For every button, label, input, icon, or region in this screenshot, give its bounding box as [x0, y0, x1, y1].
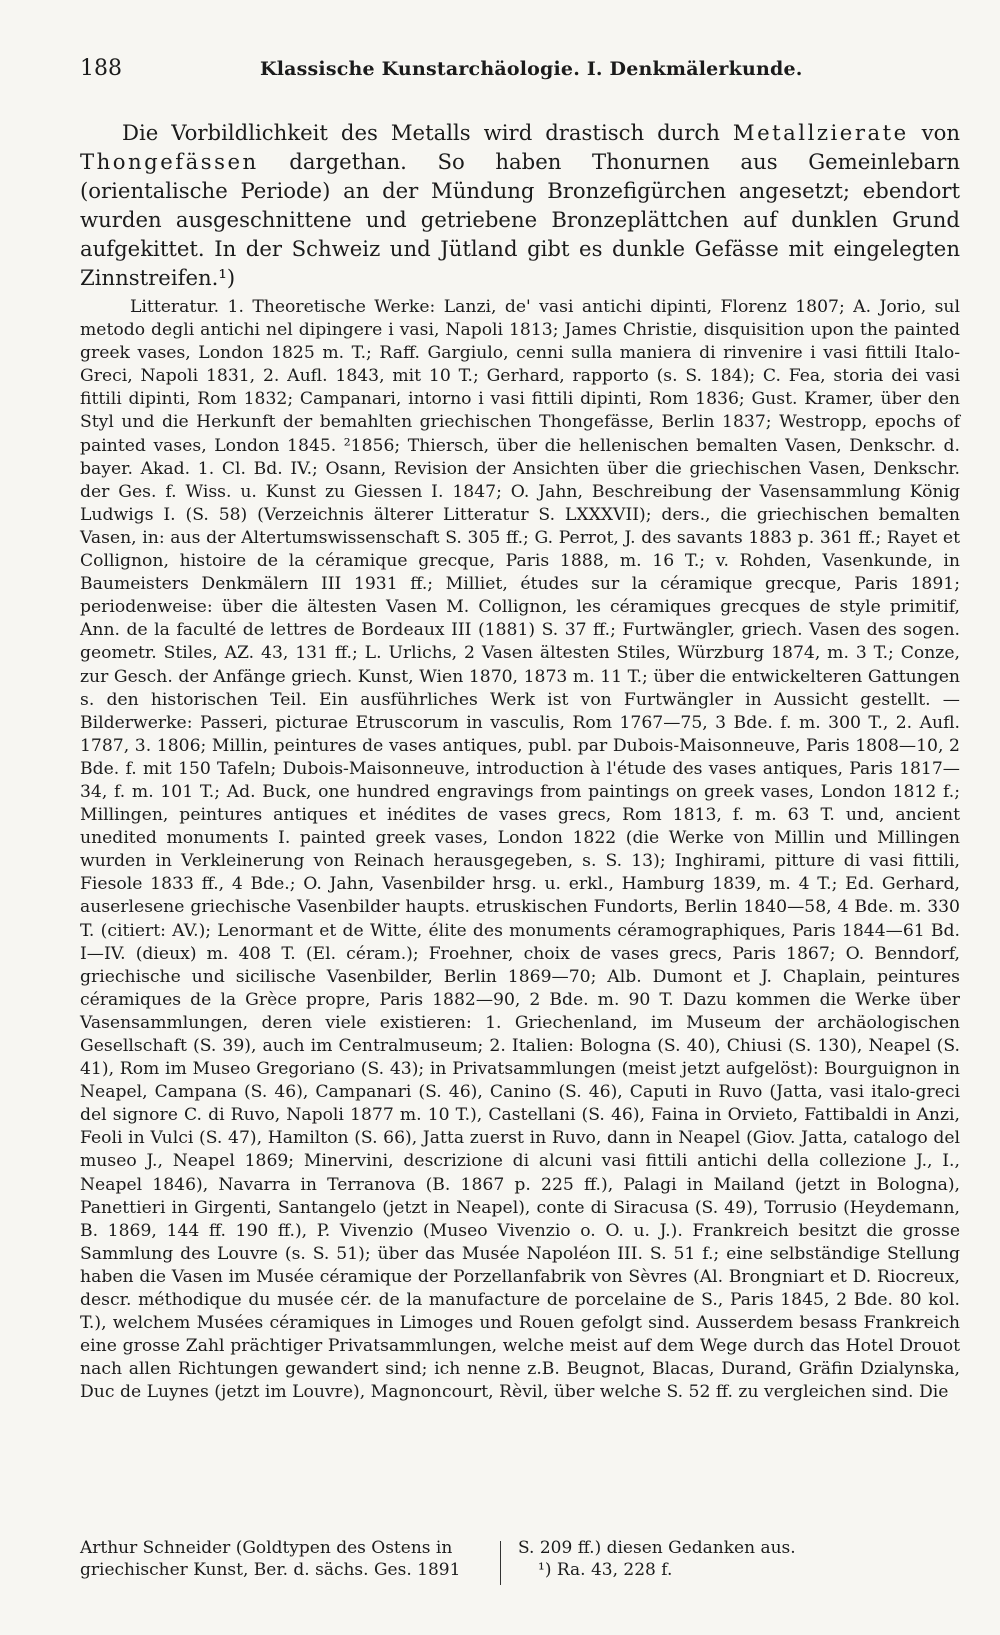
page-number: 188 [80, 56, 122, 81]
literature-paragraph: Litteratur. 1. Theoretische Werke: Lanzi, de' vasi antichi dipinti, Florenz 1807; A. Jorio, sul metodo degli antichi nel dipingere i vasi, Napoli 1813; James Christie, disquisition upon the painted greek vases, London 1825 m. T.; Raff. Gargiulo, cenni sulla maniera di rinvenire i vasi fittili Italo-Greci, Napoli 1831, 2. Aufl. 1843, mit 10 T.; Gerhard, rapporto (s. S. 184); C. Fea, storia dei vasi fittili dipinti, Rom 1832; Campanari, intorno i vasi fittili dipinti, Rom 1836; Gust. Kramer, über den Styl und die Herkunft der bemahlten griechischen Thongefässe, Berlin 1837; Westropp, epochs of painted vases, London 1845. ²1856; Thiersch, über die hellenischen bemalten Vasen, Denkschr. d. bayer. Akad. 1. Cl. Bd. IV.; Osann, Revision der Ansichten über die griechischen Vasen, Denkschr. der Ges. f. Wiss. u. Kunst zu Giessen I. 1847; O. Jahn, Beschreibung der Vasensammlung König Ludwigs I. (S. 58) (Verzeichnis älterer Litteratur S. LXXXVII); ders., die griechischen bemalten Vasen, in: aus der Altertumswissenschaft S. 305 ff.; G. Perrot, J. des savants 1883 p. 361 ff.; Rayet et Collignon, histoire de la céramique grecque, Paris 1888, m. 16 T.; v. Rohden, Vasenkunde, in Baumeisters Denkmälern III 1931 ff.; Milliet, études sur la céramique grecque, Paris 1891; periodenweise: über die ältesten Vasen M. Collignon, les céramiques grecques de style primitif, Ann. de la faculté de lettres de Bordeaux III (1881) S. 37 ff.; Furtwängler, griech. Vasen des sogen. geometr. Stiles, AZ. 43, 131 ff.; L. Urlichs, 2 Vasen ältesten Stiles, Würzburg 1874, m. 3 T.; Conze, zur Gesch. der Anfänge griech. Kunst, Wien 1870, 1873 m. 11 T.; über die entwickelteren Gattungen s. den historischen Teil. Ein ausführliches Werk ist von Furtwängler in Aussicht gestellt. — Bilderwerke: Passeri, picturae Etruscorum in vasculis, Rom 1767—75, 3 Bde. f. m. 300 T., 2. Aufl. 1787, 3. 1806; Millin, peintures de vases antiques, publ. par Dubois-Maisonneuve, Paris 1808—10, 2 Bde. f. mit 150 Tafeln; Dubois-Maisonneuve, introduction à l'étude des vases antiques, Paris 1817—34, f. m. 101 T.; Ad. Buck, one hundred engravings from paintings on greek vases, London 1812 f.; Millingen, peintures antiques et inédites de vases grecs, Rom 1813, f. m. 63 T. und, ancient unedited monuments I. painted greek vases, London 1822 (die Werke von Millin und Millingen wurden in Verkleinerung von Reinach herausgegeben, s. S. 13); Inghirami, pitture di vasi fittili, Fiesole 1833 ff., 4 Bde.; O. Jahn, Vasenbilder hrsg. u. erkl., Hamburg 1839, m. 4 T.; Ed. Gerhard, auserlesene griechische Vasenbilder haupts. etruskischen Fundorts, Berlin 1840—58, 4 Bde. m. 330 T. (citiert: AV.); Lenormant et de Witte, élite des monuments céramographiques, Paris 1844—61 Bd. I—IV. (dieux) m. 408 T. (El. céram.); Froehner, choix de vases grecs, Paris 1867; O. Benndorf, griechische und sicilische Vasenbilder, Berlin 1869—70; Alb. Dumont et J. Chaplain, peintures céramiques de la Grèce propre, Paris 1882—90, 2 Bde. m. 90 T. Dazu kommen die Werke über Vasensammlungen, deren viele existieren: 1. Griechenland, im Museum der archäologischen Gesellschaft (S. 39), auch im Centralmuseum; 2. Italien: Bologna (S. 40), Chiusi (S. 130), Neapel (S. 41), Rom im Museo Gregoriano (S. 43); in Privatsammlungen (meist jetzt aufgelöst): Bourguignon in Neapel, Campana (S. 46), Campanari (S. 46), Canino (S. 46), Caputi in Ruvo (Jatta, vasi italo-greci del signore C. di Ruvo, Napoli 1877 m. 10 T.), Castellani (S. 46), Faina in Orvieto, Fattibaldi in Anzi, Feoli in Vulci (S. 47), Hamilton (S. 66), Jatta zuerst in Ruvo, dann in Neapel (Giov. Jatta, catalogo del museo J., Neapel 1869; Minervini, descrizione di alcuni vasi fittili antichi della collezione J., I., Neapel 1846), Navarra in Terranova (B. 1867 p. 225 ff.), Palagi in Mailand (jetzt in Bologna), Panettieri in Girgenti, Santangelo (jetzt in Neapel), conte di Siracusa (S. 49), Torrusio (Heydemann, B. 1869, 144 ff. 190 ff.), P. Vivenzio (Museo Vivenzio o. O. u. J.). Frankreich besitzt die grosse Sammlung des Louvre (s. S. 51); über das Musée Napoléon III. S. 51 f.; eine selbständige Stellung haben die Vasen im Musée céramique der Porzellanfabrik von Sèvres (Al. Brongniart et D. Riocreux, descr. méthodique du musée cér. de la manufacture de porcelaine de S., Paris 1845, 2 Bde. 80 kol. T.), welchem Musées céramiques in Limoges und Rouen gefolgt sind. Ausserdem besass Frankreich eine grosse Zahl prächtiger Privatsammlungen, welche meist auf dem Wege durch das Hotel Drouot nach allen Richtungen gewandert sind; ich nenne z.B. Beugnot, Blacas, Durand, Gräfin Dzialynska, Duc de Luynes (jetzt im Louvre), Magnoncourt, Rèvil, über welche S. 52 ff. zu vergleichen sind. Die [80, 297, 960, 1403]
paragraph-text-1: Die Vorbildlichkeit des Metalls wird drastisch durch [122, 120, 733, 145]
footnotes [80, 1537, 960, 1597]
paragraph-text-2: von [908, 120, 961, 145]
footnote-1: ¹) Ra. 43, 228 f. [538, 1560, 673, 1580]
running-header [80, 56, 950, 96]
footnote-left-column: Arthur Schneider (Goldtypen des Ostens in griechischer Kunst, Ber. d. sächs. Ges. 1891 [80, 1538, 461, 1580]
main-paragraph [80, 118, 960, 292]
paragraph-text-3: dargethan. So haben Thonurnen aus Gemeinlebarn (orientalische Periode) an der Mündung Bronzefigürchen angesetzt; ebendort wurden ausgeschnittene und getriebene Bronzeplättchen auf dunklen Grund aufgekittet. In der Schweiz und Jütland gibt es dunkle Gefässe mit eingelegten Zinnstreifen.¹) [80, 149, 960, 290]
footnote-column-divider [500, 1541, 501, 1585]
running-title: Klassische Kunstarchäologie. I. Denkmälerkunde. [260, 58, 803, 80]
footnote-right-column [518, 1537, 938, 1581]
footnote-continuation: S. 209 ff.) diesen Gedanken aus. [518, 1538, 796, 1558]
spaced-term-metallzierate: Metallzierate [732, 120, 909, 145]
spaced-term-thongefaessen: Thongefässen [80, 149, 259, 174]
